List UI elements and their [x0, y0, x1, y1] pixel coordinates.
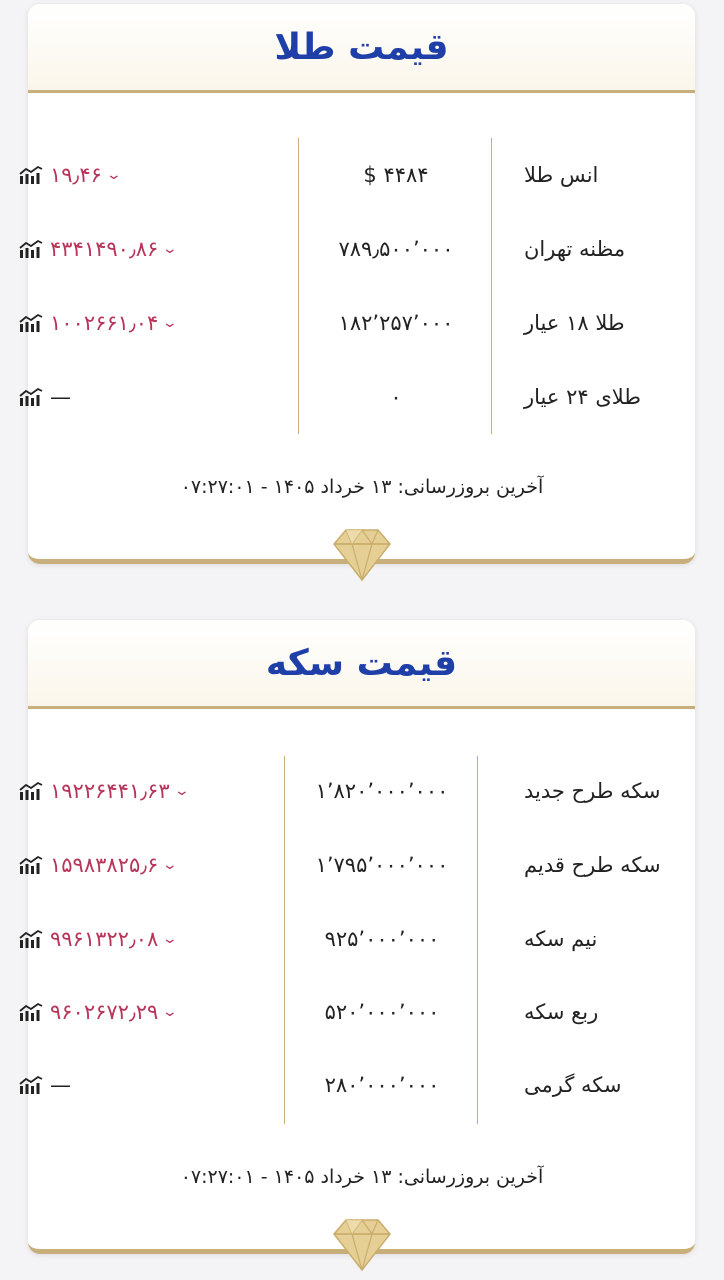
table-row — [0, 902, 724, 976]
table-row — [0, 286, 724, 360]
chart-bars-icon[interactable] — [18, 239, 44, 259]
gold-last-update: آخرین بروزرسانی: ۱۳ خرداد ۱۴۰۵ - ۰۷:۲۷:۰۱ — [180, 476, 544, 498]
chart-bars-icon[interactable] — [18, 1002, 44, 1022]
change-value: — — [50, 385, 71, 409]
change-cell[interactable] — [18, 138, 268, 212]
item-name: مظنه تهران — [524, 237, 626, 261]
change-value: ۱۰۰۲۶۶۱٫۰۴ — [50, 311, 159, 335]
chart-bars-icon[interactable] — [18, 387, 44, 407]
change-cell[interactable] — [18, 1048, 268, 1122]
item-price: ۹۲۵٬۰۰۰٬۰۰۰ — [324, 927, 440, 951]
change-value: — — [50, 1073, 71, 1097]
change-cell[interactable] — [18, 828, 268, 902]
item-price: ۱۸۲٬۲۵۷٬۰۰۰ — [338, 311, 454, 335]
chart-bars-icon[interactable] — [18, 781, 44, 801]
chevron-down-icon: ⌄ — [161, 1004, 179, 1020]
gold-card-title: قیمت طلا — [274, 26, 449, 68]
table-row — [0, 212, 724, 286]
chevron-down-icon: ⌄ — [173, 783, 190, 799]
item-price: ۷۸۹٫۵۰۰٬۰۰۰ — [338, 237, 454, 261]
item-name: سکه طرح قدیم — [524, 853, 661, 877]
table-row — [0, 754, 724, 828]
item-name: طلای ۲۴ عیار — [524, 385, 642, 409]
coin-card-header — [28, 620, 695, 709]
coin-card-title: قیمت سکه — [265, 642, 458, 684]
table-row — [0, 360, 724, 434]
change-cell[interactable] — [18, 360, 268, 434]
chart-bars-icon[interactable] — [18, 165, 44, 185]
item-name: انس طلا — [524, 163, 599, 187]
table-row — [0, 828, 724, 902]
chart-bars-icon[interactable] — [18, 1075, 44, 1095]
change-value: ۱۵۹۸۳۸۲۵٫۶ — [50, 853, 159, 877]
item-price: $ ۴۴۸۴ — [363, 163, 429, 187]
chevron-down-icon: ⌄ — [105, 167, 123, 183]
chevron-down-icon: ⌄ — [161, 241, 179, 257]
table-row — [0, 138, 724, 212]
item-name: سکه گرمی — [524, 1073, 622, 1097]
change-value: ۹۹۶۱۳۲۲٫۰۸ — [50, 927, 159, 951]
gold-card-header — [28, 4, 695, 93]
coin-last-update: آخرین بروزرسانی: ۱۳ خرداد ۱۴۰۵ - ۰۷:۲۷:۰۱ — [180, 1166, 544, 1188]
item-price: ۰ — [390, 385, 402, 409]
change-cell[interactable] — [18, 902, 268, 976]
item-name: ربع سکه — [524, 1000, 599, 1024]
table-row — [0, 975, 724, 1049]
item-price: ۵۲۰٬۰۰۰٬۰۰۰ — [324, 1000, 440, 1024]
chevron-down-icon: ⌄ — [161, 931, 179, 947]
change-cell[interactable] — [18, 975, 268, 1049]
change-value: ۱۹٫۴۶ — [50, 163, 102, 187]
item-name: سکه طرح جدید — [524, 779, 661, 803]
change-value: ۹۶۰۲۶۷۲٫۲۹ — [50, 1000, 159, 1024]
item-price: ۱٬۸۲۰٬۰۰۰٬۰۰۰ — [315, 779, 449, 803]
change-value: ۱۹۲۲۶۴۴۱٫۶۳ — [50, 779, 170, 803]
item-price: ۲۸۰٬۰۰۰٬۰۰۰ — [324, 1073, 440, 1097]
chevron-down-icon: ⌄ — [161, 857, 179, 873]
item-name: نیم سکه — [524, 927, 598, 951]
chart-bars-icon[interactable] — [18, 929, 44, 949]
chart-bars-icon[interactable] — [18, 855, 44, 875]
item-price: ۱٬۷۹۵٬۰۰۰٬۰۰۰ — [315, 853, 449, 877]
diamond-icon — [332, 526, 392, 582]
diamond-icon — [332, 1216, 392, 1272]
change-cell[interactable] — [18, 212, 268, 286]
change-cell[interactable] — [18, 286, 268, 360]
chevron-down-icon: ⌄ — [161, 315, 179, 331]
chart-bars-icon[interactable] — [18, 313, 44, 333]
change-cell[interactable] — [18, 754, 268, 828]
change-value: ۴۳۴۱۴۹۰٫۸۶ — [50, 237, 159, 261]
item-name: طلا ۱۸ عیار — [524, 311, 625, 335]
table-row — [0, 1048, 724, 1122]
